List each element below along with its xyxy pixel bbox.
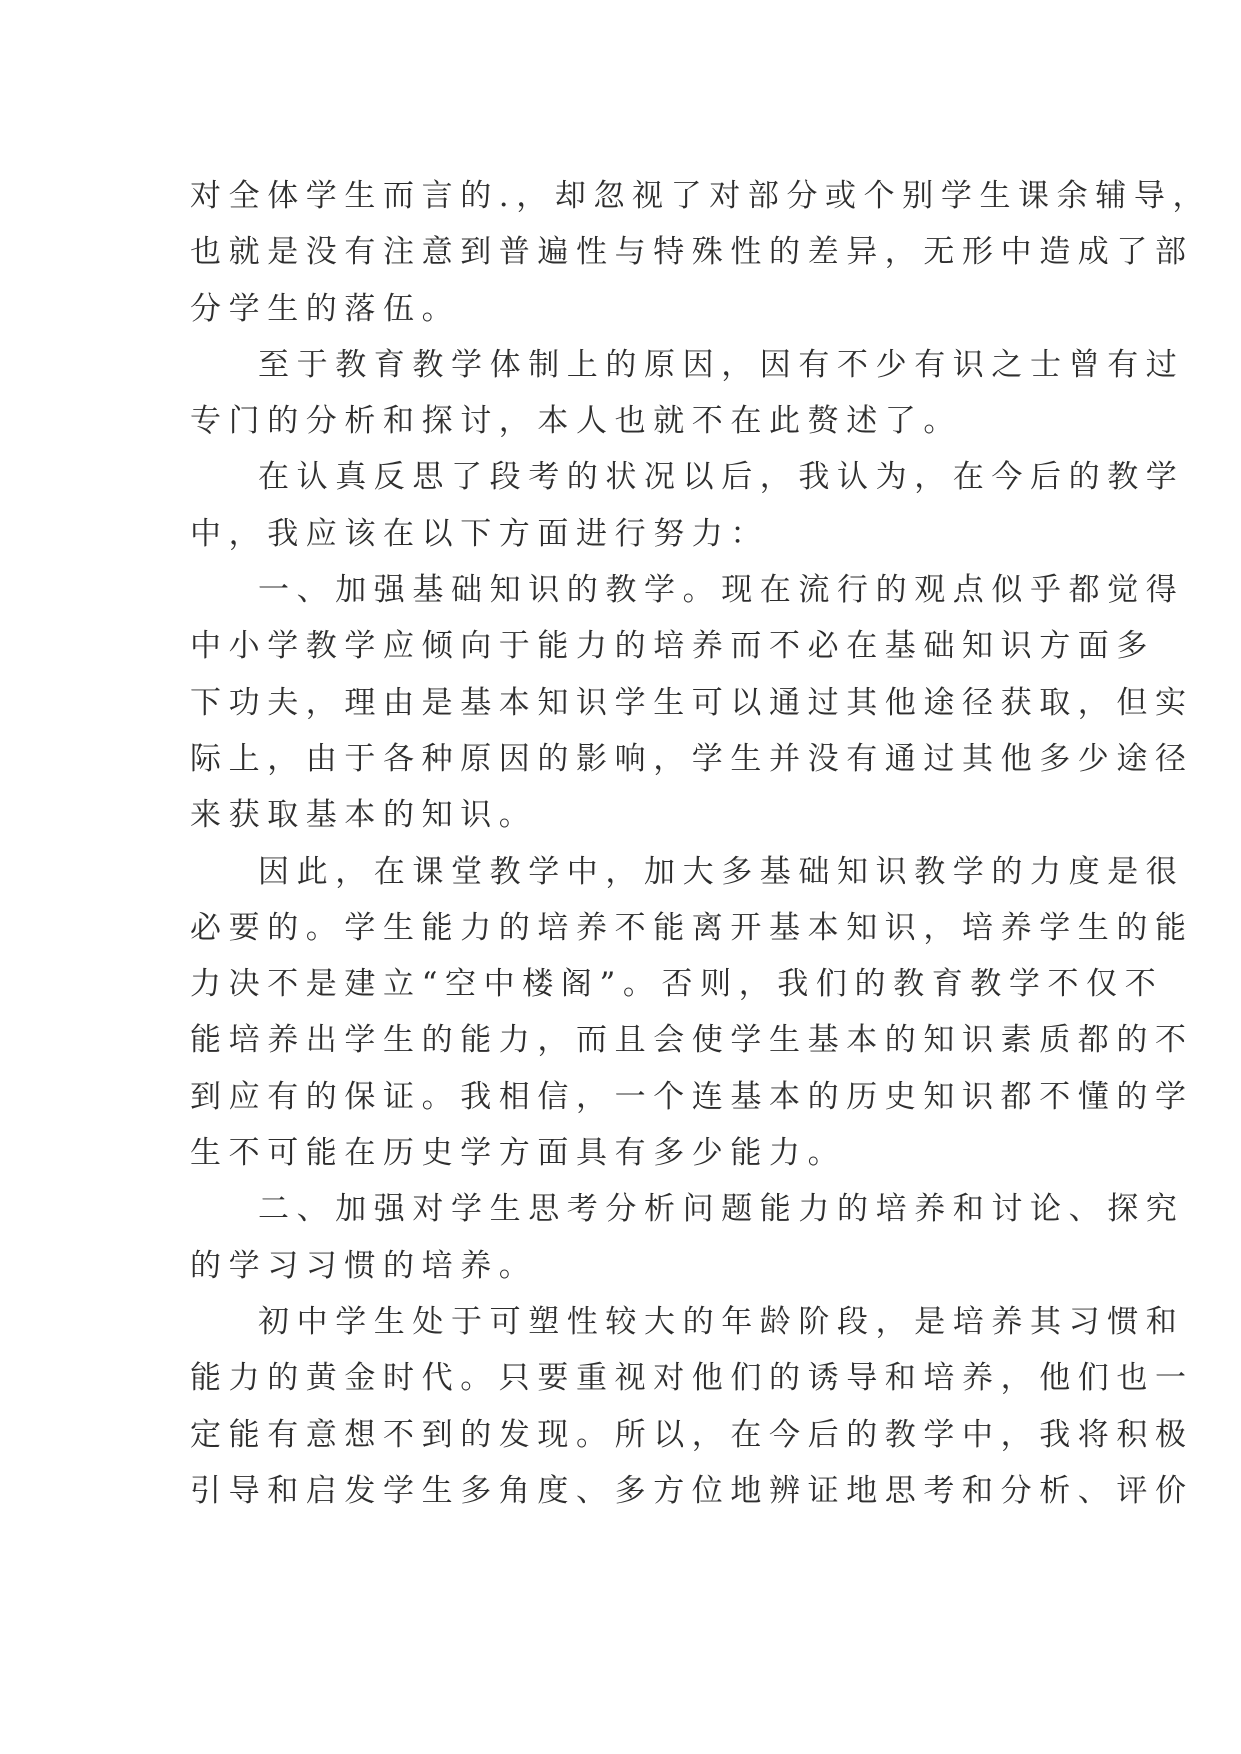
text-line: 在认真反思了段考的状况以后，我认为，在今后的教学	[258, 459, 1185, 496]
body-text	[190, 168, 1212, 1519]
text-line: 定能有意想不到的发现。所以，在今后的教学中，我将积极	[190, 1416, 1194, 1453]
text-line: 一、加强基础知识的教学。现在流行的观点似乎都觉得	[258, 572, 1185, 609]
text-line: 专门的分析和探讨，本人也就不在此赘述了。	[190, 403, 962, 440]
text-line: 到应有的保证。我相信，一个连基本的历史知识都不懂的学	[190, 1078, 1194, 1115]
text-line: 分学生的落伍。	[190, 290, 461, 327]
text-line: 二、加强对学生思考分析问题能力的培养和讨论、探究	[258, 1191, 1185, 1228]
text-line: 初中学生处于可塑性较大的年龄阶段，是培养其习惯和	[258, 1303, 1185, 1340]
text-line: 能培养出学生的能力，而且会使学生基本的知识素质都的不	[190, 1022, 1194, 1059]
text-line: 中，我应该在以下方面进行努力：	[190, 515, 769, 552]
text-line: 力决不是建立“空中楼阁”。否则，我们的教育教学不仅不	[190, 966, 1164, 1003]
text-line: 因此，在课堂教学中，加大多基础知识教学的力度是很	[258, 853, 1185, 890]
text-line: 中小学教学应倾向于能力的培养而不必在基础知识方面多	[190, 628, 1155, 665]
text-line: 引导和启发学生多角度、多方位地辨证地思考和分析、评价	[190, 1472, 1194, 1509]
text-line: 也就是没有注意到普遍性与特殊性的差异，无形中造成了部	[190, 234, 1194, 271]
text-line: 的学习习惯的培养。	[190, 1247, 538, 1284]
text-line: 对全体学生而言的.，却忽视了对部分或个别学生课余辅导，	[190, 178, 1212, 214]
text-line: 下功夫，理由是基本知识学生可以通过其他途径获取，但实	[190, 684, 1194, 721]
text-line: 际上，由于各种原因的影响，学生并没有通过其他多少途径	[190, 740, 1194, 777]
text-line: 生不可能在历史学方面具有多少能力。	[190, 1135, 847, 1172]
text-line: 必要的。学生能力的培养不能离开基本知识，培养学生的能	[190, 909, 1194, 946]
text-line: 来获取基本的知识。	[190, 797, 538, 834]
text-line: 能力的黄金时代。只要重视对他们的诱导和培养，他们也一	[190, 1360, 1194, 1397]
text-line: 至于教育教学体制上的原因，因有不少有识之士曾有过	[258, 346, 1185, 383]
